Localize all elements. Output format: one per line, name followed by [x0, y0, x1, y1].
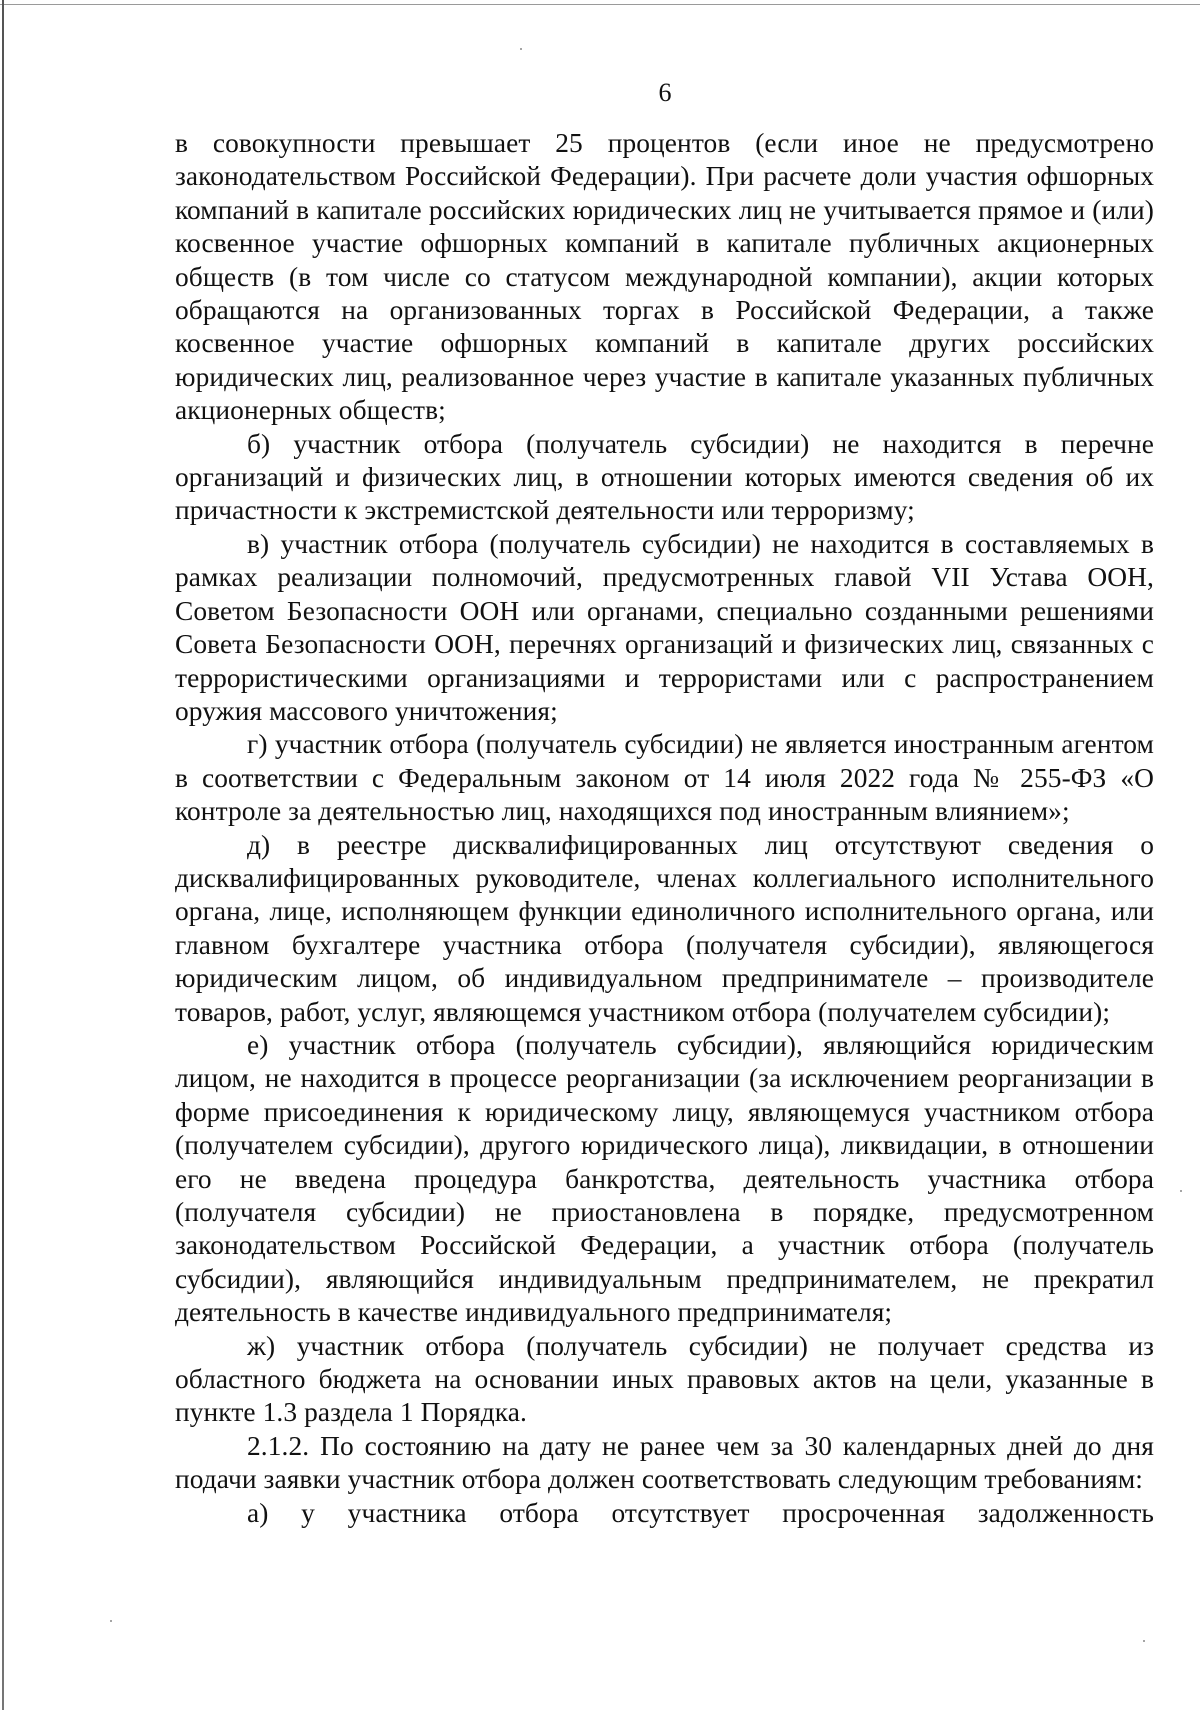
scan-edge-top [0, 4, 1200, 5]
paragraph-section-2-1-2: 2.1.2. По состоянию на дату не ранее чем за 30 календарных дней до дня подачи заявки участник отбора должен соответствовать следующим требованиям: [175, 1430, 1154, 1495]
scan-speck [1180, 1190, 1182, 1192]
paragraph-item-d: д) в реестре дисквалифицированных лиц отсутствуют сведения о дисквалифицированных руководителе, членах коллегиального исполнительного органа, лице, исполняющем функции единоличного исполнительного органа, или главном бухгалтере участника отбора (получателя субсидии), являющегося юридическим лицом, об индивидуальном предпринимателе – производителе товаров, работ, услуг, являющемся участником отбора (получателем субсидии); [175, 829, 1154, 1027]
paragraph-item-v: в) участник отбора (получатель субсидии) не находится в составляемых в рамках реализации полномочий, предусмотренных главой VII Устава ООН, Советом Безопасности ООН или органами, специально созданными решениями Совета Безопасности ООН, перечнях организаций и физических лиц, связанных с террористическими организациями и террористами или с распространением оружия массового уничтожения; [175, 528, 1154, 726]
document-body [175, 127, 1154, 1530]
paragraph-item-e: е) участник отбора (получатель субсидии), являющийся юридическим лицом, не находится в процессе реорганизации (за исключением реорганизации в форме присоединения к юридическому лицу, являющемуся участником отбора (получателем субсидии), другого юридического лица), ликвидации, в отношении его не введена процедура банкротства, деятельность участника отбора (получателя субсидии) не приостановлена в порядке, предусмотренном законодательством Российской Федерации, а участник отбора (получатель субсидии), являющийся индивидуальным предпринимателем, не прекратил деятельность в качестве индивидуального предпринимателя; [175, 1029, 1154, 1328]
paragraph-item-a: а) у участника отбора отсутствует просроченная задолженность [247, 1497, 1154, 1528]
scan-speck [520, 48, 522, 50]
paragraph-item-g: г) участник отбора (получатель субсидии) не является иностранным агентом в соответствии с Федеральным законом от 14 июля 2022 года № 255-ФЗ «О контроле за деятельностью лиц, находящихся под иностранным влиянием»; [175, 729, 1154, 827]
page-number: 6 [658, 78, 672, 107]
scan-edge-left [2, 0, 4, 1710]
scan-speck [110, 1620, 112, 1622]
paragraph-item-zh: ж) участник отбора (получатель субсидии) не получает средства из областного бюджета на основании иных правовых актов на цели, указанные в пункте 1.3 раздела 1 Порядка. [175, 1330, 1154, 1428]
scan-speck [1143, 1640, 1145, 1642]
paragraph-item-b: б) участник отбора (получатель субсидии) не находится в перечне организаций и физических лиц, в отношении которых имеются сведения об их причастности к экстремистской деятельности или терроризму; [175, 428, 1154, 526]
paragraph-continuation: в совокупности превышает 25 процентов (если иное не предусмотрено законодательством Российской Федерации). При расчете доли участия офшорных компаний в капитале российских юридических лиц не учитывается прямое и (или) косвенное участие офшорных компаний в капитале публичных акционерных обществ (в том числе со статусом международной компании), акции которых обращаются на организованных торгах в Российской Федерации, а также косвенное участие офшорных компаний в капитале других российских юридических лиц, реализованное через участие в капитале указанных публичных акционерных обществ; [175, 128, 1154, 426]
